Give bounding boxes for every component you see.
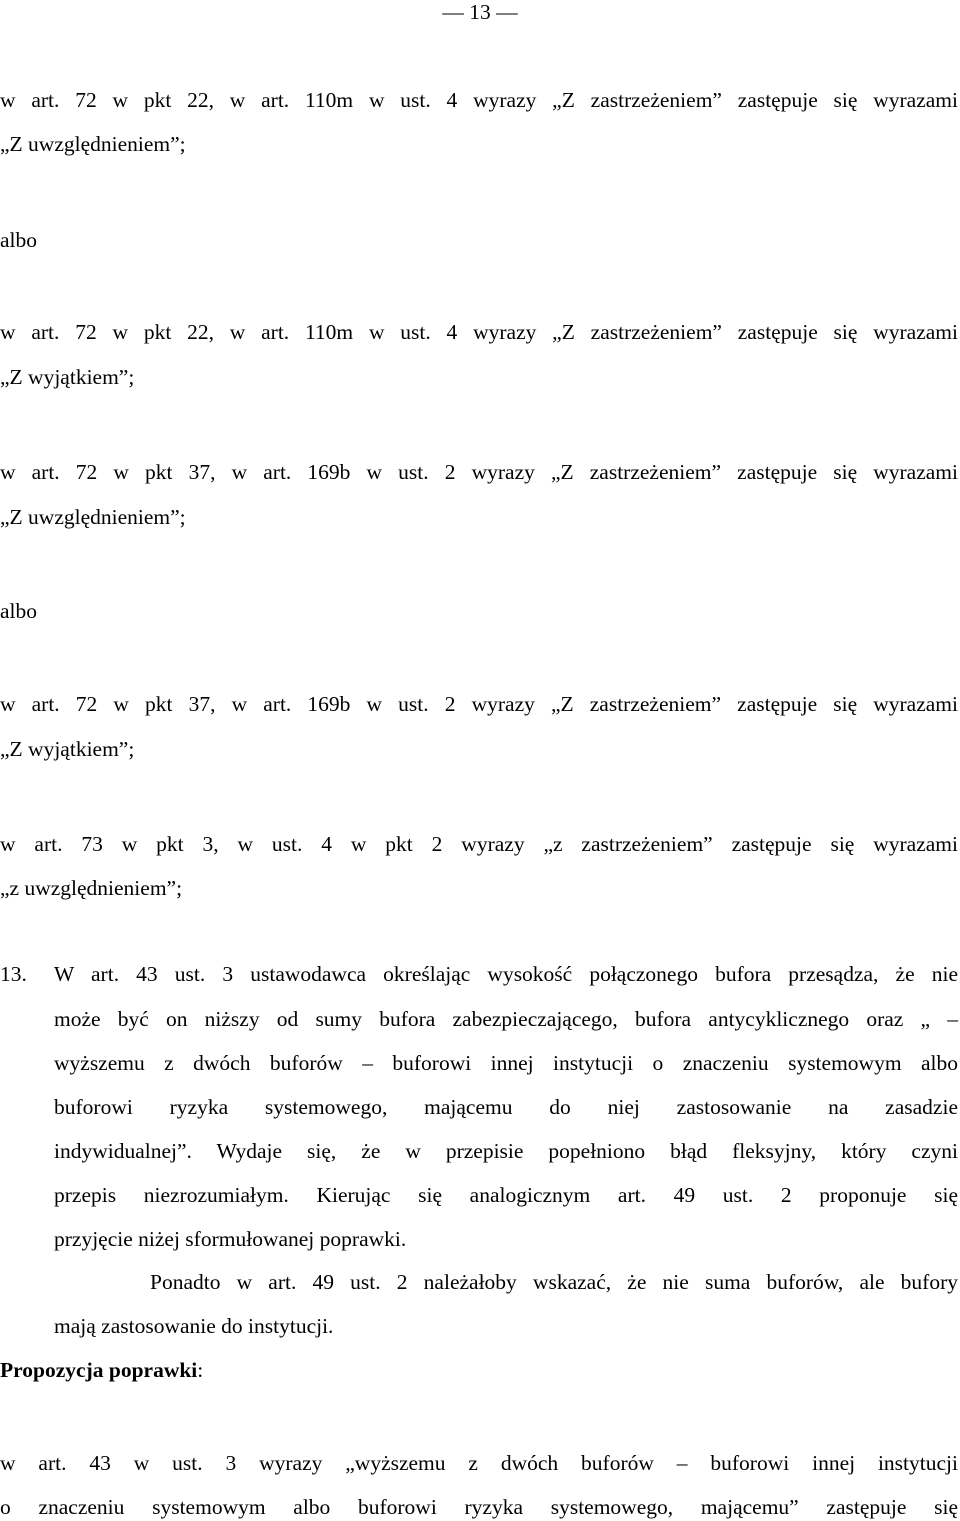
point-13-line: wyższemu z dwóch buforów – buforowi innej instytucji o znaczeniu systemowym albo bbox=[54, 1051, 958, 1075]
proposal-line: w art. 43 w ust. 3 wyrazy „wyższemu z dwóch buforów – buforowi innej instytucji bbox=[0, 1451, 958, 1475]
separator-albo: albo bbox=[0, 228, 38, 252]
proposal-heading-colon: : bbox=[197, 1358, 204, 1382]
amendment-line: w art. 72 w pkt 22, w art. 110m w ust. 4 wyrazy „Z zastrzeżeniem” zastępuje się wyrazami bbox=[0, 320, 958, 344]
point-13-line: przepis niezrozumiałym. Kierując się analogicznym art. 49 ust. 2 proponuje się bbox=[54, 1183, 958, 1207]
amendment-line: „Z uwzględnieniem”; bbox=[0, 505, 186, 529]
proposal-line: o znaczeniu systemowym albo buforowi ryzyka systemowego, mającemu” zastępuje się bbox=[0, 1495, 958, 1519]
point-13-line: przyjęcie niżej sformułowanej poprawki. bbox=[54, 1227, 407, 1251]
amendment-line: w art. 72 w pkt 22, w art. 110m w ust. 4 wyrazy „Z zastrzeżeniem” zastępuje się wyrazami bbox=[0, 88, 958, 112]
amendment-line: „Z wyjątkiem”; bbox=[0, 737, 135, 761]
point-13-para2-line: Ponadto w art. 49 ust. 2 należałoby wskazać, że nie suma buforów, ale bufory bbox=[150, 1270, 958, 1294]
amendment-line: w art. 73 w pkt 3, w ust. 4 w pkt 2 wyrazy „z zastrzeżeniem” zastępuje się wyrazami bbox=[0, 832, 958, 856]
amendment-line: „Z uwzględnieniem”; bbox=[0, 132, 186, 156]
point-number: 13. bbox=[0, 962, 27, 986]
point-13-line: W art. 43 ust. 3 ustawodawca określając wysokość połączonego bufora przesądza, że nie bbox=[54, 962, 958, 986]
proposal-heading-text: Propozycja poprawki bbox=[0, 1358, 198, 1382]
amendment-line: „z uwzględnieniem”; bbox=[0, 876, 183, 900]
proposal-heading bbox=[0, 1356, 958, 1384]
amendment-line: w art. 72 w pkt 37, w art. 169b w ust. 2 wyrazy „Z zastrzeżeniem” zastępuje się wyrazami bbox=[0, 460, 958, 484]
separator-albo: albo bbox=[0, 599, 38, 623]
amendment-line: w art. 72 w pkt 37, w art. 169b w ust. 2 wyrazy „Z zastrzeżeniem” zastępuje się wyrazami bbox=[0, 692, 958, 716]
amendment-line: „Z wyjątkiem”; bbox=[0, 365, 135, 389]
point-13-line: buforowi ryzyka systemowego, mającemu do niej zastosowanie na zasadzie bbox=[54, 1095, 958, 1119]
point-13-para2-line: mają zastosowanie do instytucji. bbox=[54, 1314, 334, 1338]
point-13-line: indywidualnej”. Wydaje się, że w przepisie popełniono błąd fleksyjny, który czyni bbox=[54, 1139, 958, 1163]
point-13-line: może być on niższy od sumy bufora zabezpieczającego, bufora antycyklicznego oraz „ – bbox=[54, 1007, 958, 1031]
page-number: — 13 — bbox=[442, 0, 518, 24]
